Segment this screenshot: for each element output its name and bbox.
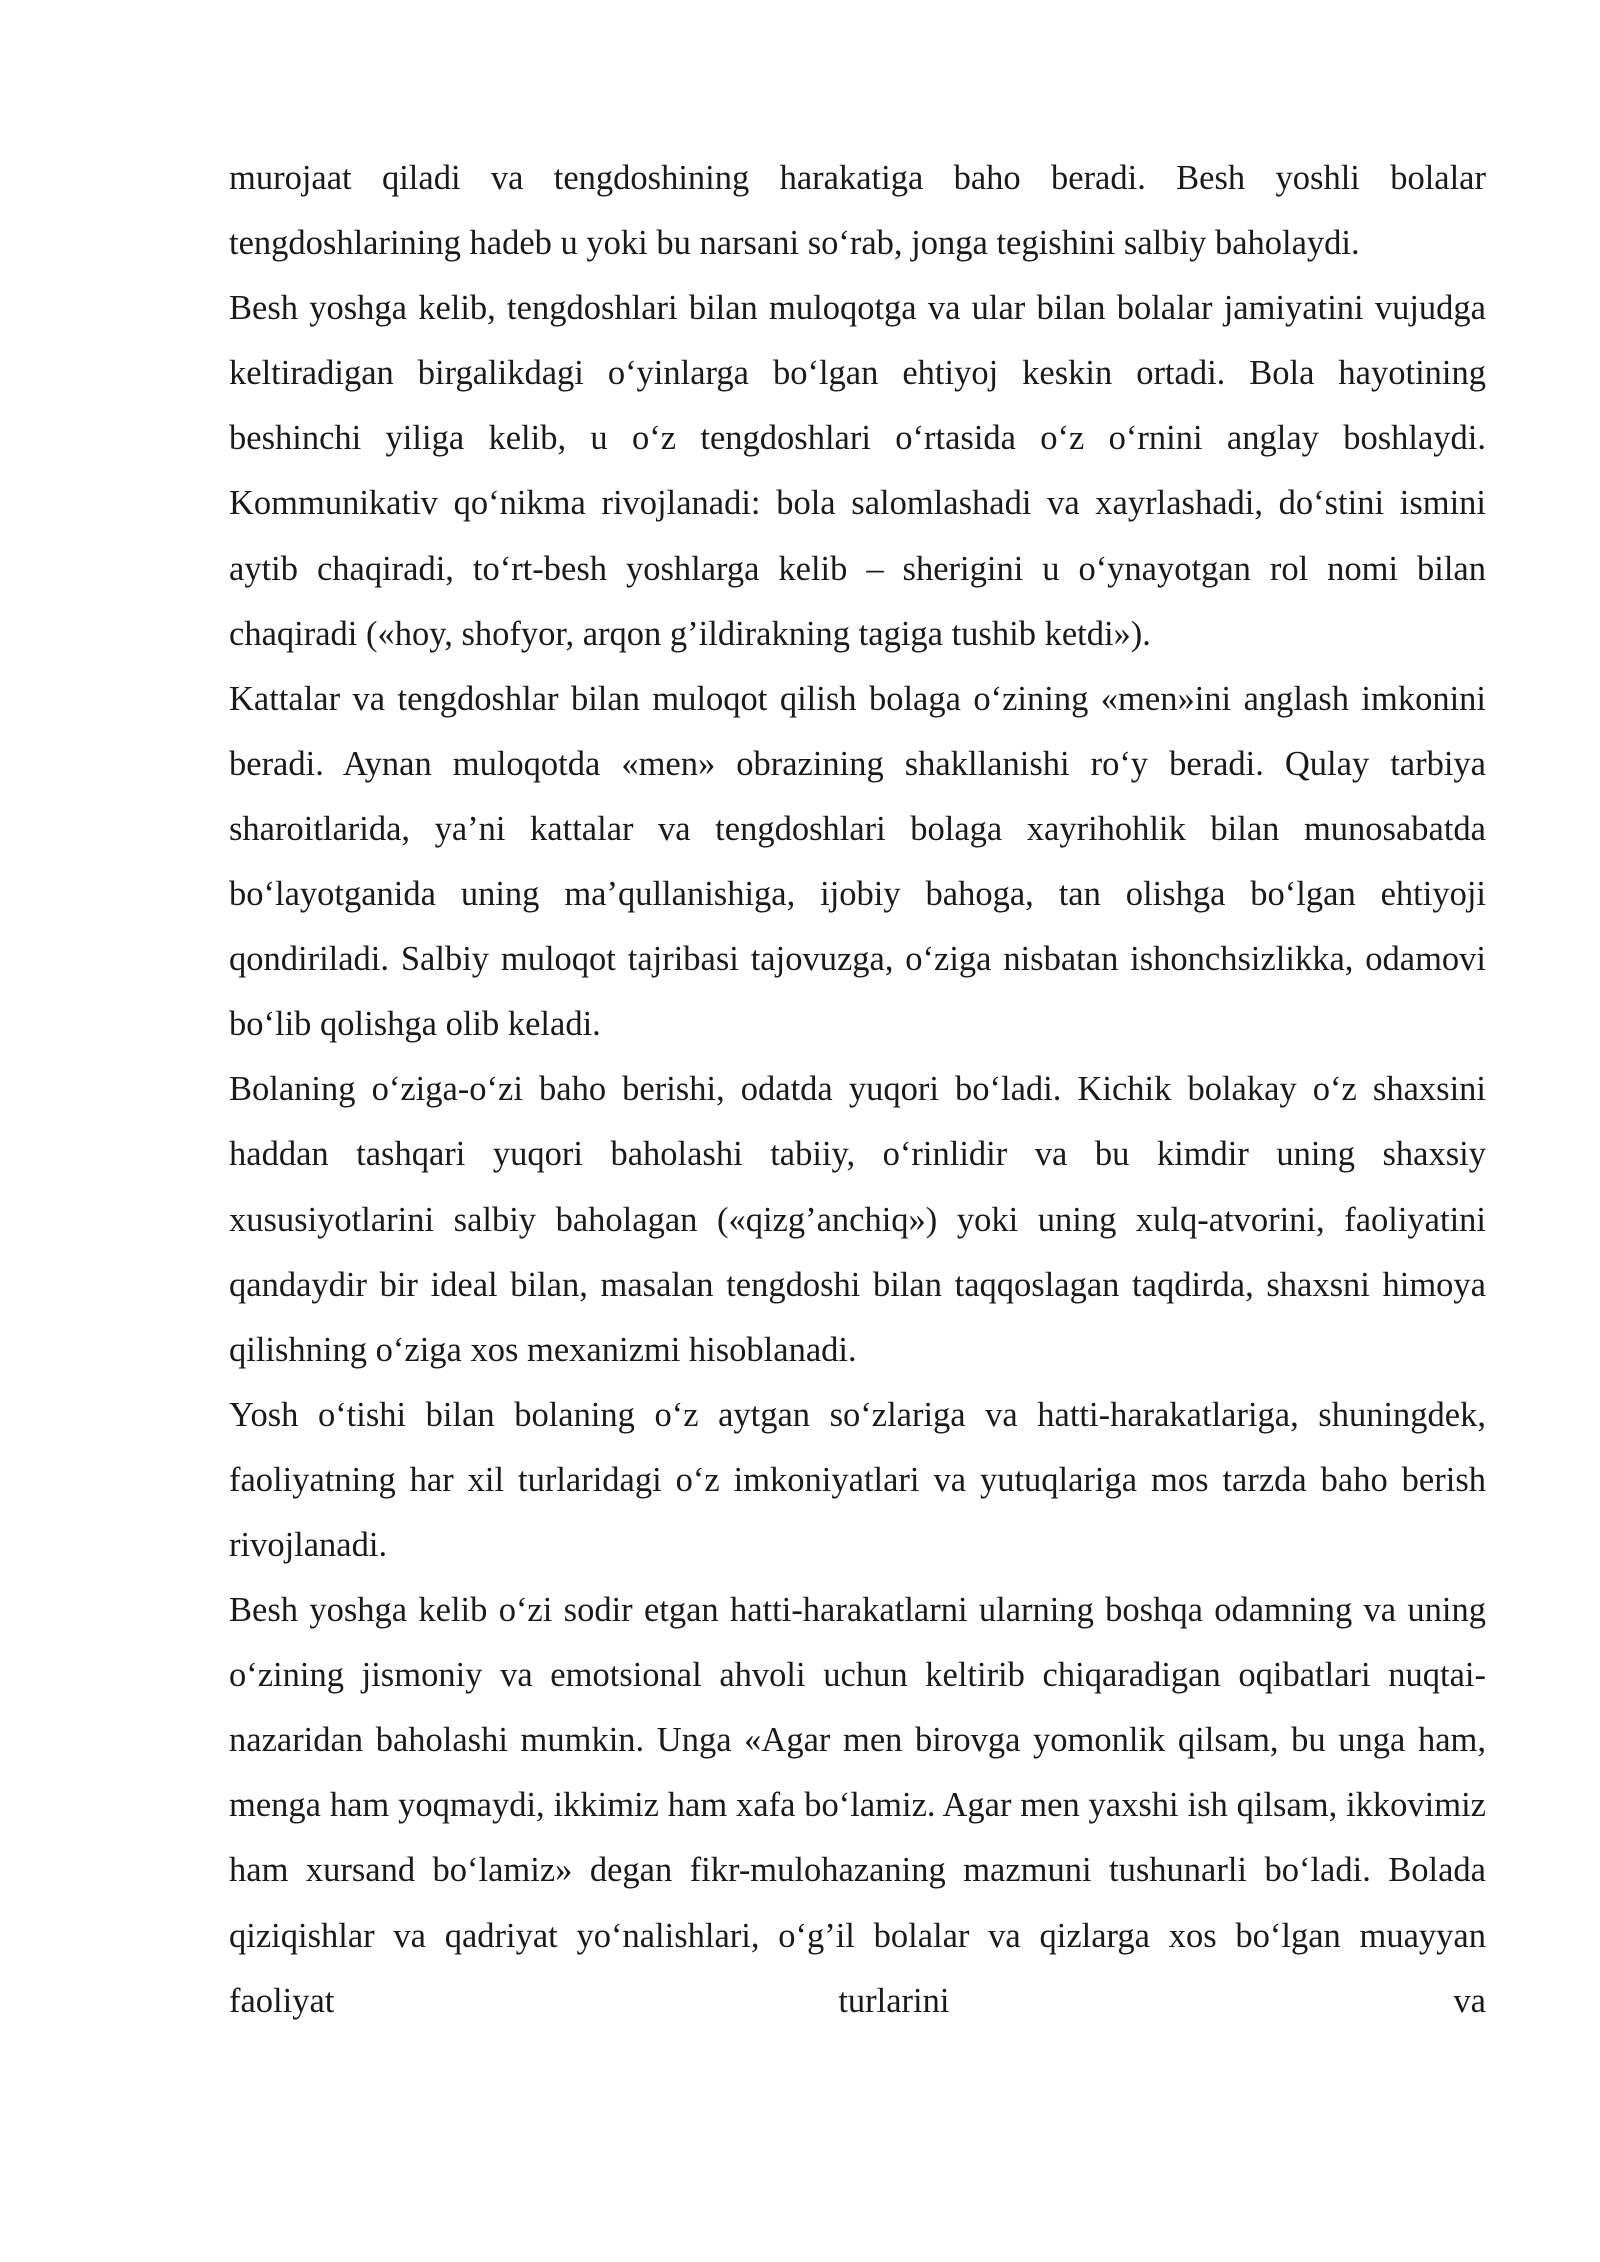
paragraph-4: Bolaning o‘ziga-o‘zi baho berishi, odatda yuqori bo‘ladi. Kichik bolakay o‘z shaxsini haddan tashqari yuqori baholashi tabiiy, o‘rinlidir va bu kimdir uning shaxsiy xususiyotlarini salbiy baholagan («qizg’anchiq») yoki uning xulq-atvorini, faoliyatini qandaydir bir ideal bilan, masalan tengdoshi bilan taqqoslagan taqdirda, shaxsni himoya qilishning o‘ziga xos mexanizmi hisoblanadi. <box>229 1070 1486 1369</box>
paragraph-6: Besh yoshga kelib o‘zi sodir etgan hatti-harakatlarni ularning boshqa odamning va uning o‘zining jismoniy va emotsional ahvoli uchun keltirib chiqaradigan oqibatlari nuqtai-nazaridan baholashi mumkin. Unga «Agar men birovga yomonlik qilsam, bu unga ham, menga ham yoqmaydi, ikkimiz ham xafa bo‘lamiz. Agar men yaxshi ish qilsam, ikkovimiz ham xursand bo‘lamiz» degan fikr-mulohazaning mazmuni tushunarli bo‘ladi. Bolada qiziqishlar va qadriyat yo‘nalishlari, o‘g’il bolalar va qizlarga xos bo‘lgan muayyan faoliyat turlarini va <box>229 1591 1486 2020</box>
paragraph-3: Kattalar va tengdoshlar bilan muloqot qilish bolaga o‘zining «men»ini anglash imkonini beradi. Aynan muloqotda «men» obrazining shakllanishi ro‘y beradi. Qulay tarbiya sharoitlarida, ya’ni kattalar va tengdoshlari bolaga xayrihohlik bilan munosabatda bo‘layotganida uning ma’qullanishiga, ijobiy bahoga, tan olishga bo‘lgan ehtiyoji qondiriladi. Salbiy muloqot tajribasi tajovuzga, o‘ziga nisbatan ishonchsizlikka, odamovi bo‘lib qolishga olib keladi. <box>229 679 1486 1044</box>
paragraph-5: Yosh o‘tishi bilan bolaning o‘z aytgan so‘zlariga va hatti-harakatlariga, shuningdek, faoliyatning har xil turlaridagi o‘z imkoniyatlari va yutuqlariga mos tarzda baho berish rivojlanadi. <box>229 1395 1486 1564</box>
document-body <box>229 146 1486 2034</box>
paragraph-2: Besh yoshga kelib, tengdoshlari bilan muloqotga va ular bilan bolalar jamiyatini vujudga keltiradigan birgalikdagi o‘yinlarga bo‘lgan ehtiyoj keskin ortadi. Bola hayotining beshinchi yiliga kelib, u o‘z tengdoshlari o‘rtasida o‘z o‘rnini anglay boshlaydi. Kommunikativ qo‘nikma rivojlanadi: bola salomlashadi va xayrlashadi, do‘stini ismini aytib chaqiradi, to‘rt-besh yoshlarga kelib – sherigini u o‘ynayotgan rol nomi bilan chaqiradi («hoy, shofyor, arqon g’ildirakning tagiga tushib ketdi»). <box>229 289 1486 653</box>
paragraph-1: murojaat qiladi va tengdoshining harakatiga baho beradi. Besh yoshli bolalar tengdoshlarining hadeb u yoki bu narsani so‘rab, jonga tegishini salbiy baholaydi. <box>229 159 1486 263</box>
